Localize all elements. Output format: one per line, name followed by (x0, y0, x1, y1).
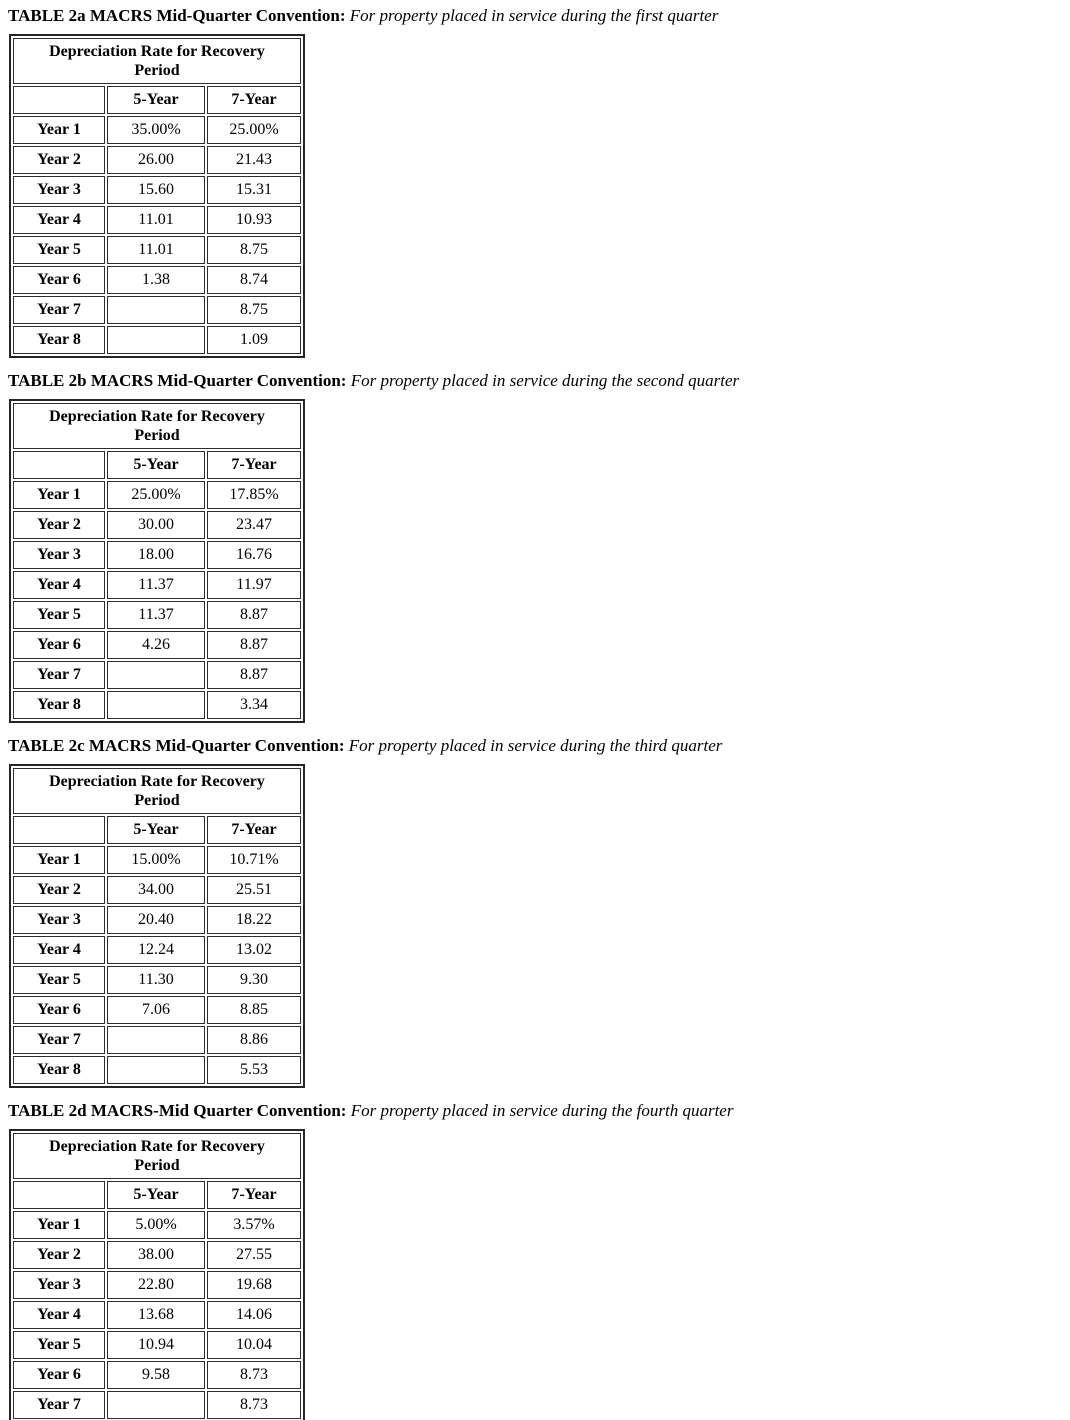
row-label: Year 3 (13, 906, 105, 934)
table-row (13, 1211, 301, 1239)
cell-5year: 9.58 (107, 1361, 205, 1389)
row-label: Year 8 (13, 1056, 105, 1084)
column-header-row (13, 86, 301, 114)
table-header-cell (13, 403, 301, 449)
column-header-row (13, 1181, 301, 1209)
row-label: Year 2 (13, 1241, 105, 1269)
cell-5year: 7.06 (107, 996, 205, 1024)
table-header-text: Depreciation Rate for Recovery Period (49, 1138, 265, 1174)
row-label: Year 4 (13, 936, 105, 964)
table-row (13, 206, 301, 234)
table-row (13, 1331, 301, 1359)
table-body (13, 481, 301, 719)
row-label: Year 8 (13, 326, 105, 354)
table-header-row (13, 768, 301, 814)
cell-7year: 18.22 (207, 906, 301, 934)
table-row (13, 631, 301, 659)
cell-7year: 16.76 (207, 541, 301, 569)
row-label: Year 5 (13, 236, 105, 264)
row-label: Year 4 (13, 1301, 105, 1329)
depreciation-table (9, 1129, 305, 1420)
table-header-row (13, 38, 301, 84)
cell-7year: 8.87 (207, 661, 301, 689)
table-row (13, 1271, 301, 1299)
row-label: Year 1 (13, 846, 105, 874)
table-row (13, 936, 301, 964)
table-section (8, 6, 1070, 358)
table-row (13, 146, 301, 174)
table-row (13, 1391, 301, 1419)
cell-7year: 19.68 (207, 1271, 301, 1299)
cell-5year: 11.30 (107, 966, 205, 994)
row-label: Year 3 (13, 1271, 105, 1299)
cell-7year: 3.57% (207, 1211, 301, 1239)
table-caption-subtitle: For property placed in service during the second quarter (350, 371, 740, 390)
table-row (13, 571, 301, 599)
empty-corner-cell (13, 451, 105, 479)
column-header-7year: 7-Year (207, 86, 301, 114)
cell-5year: 10.94 (107, 1331, 205, 1359)
cell-5year: 38.00 (107, 1241, 205, 1269)
column-header-row (13, 816, 301, 844)
table-row (13, 906, 301, 934)
table-row (13, 236, 301, 264)
cell-5year: 20.40 (107, 906, 205, 934)
row-label: Year 8 (13, 691, 105, 719)
table-row (13, 691, 301, 719)
table-caption (8, 371, 1070, 390)
cell-7year: 1.09 (207, 326, 301, 354)
cell-7year: 17.85% (207, 481, 301, 509)
row-label: Year 5 (13, 601, 105, 629)
cell-7year: 11.97 (207, 571, 301, 599)
depreciation-table (9, 399, 305, 723)
cell-7year: 27.55 (207, 1241, 301, 1269)
cell-5year: 13.68 (107, 1301, 205, 1329)
cell-5year: 4.26 (107, 631, 205, 659)
table-caption-title: TABLE 2b MACRS Mid-Quarter Convention: (8, 371, 347, 390)
cell-7year: 8.75 (207, 296, 301, 324)
cell-5year: 25.00% (107, 481, 205, 509)
cell-5year (107, 326, 205, 354)
table-row (13, 876, 301, 904)
table-row (13, 511, 301, 539)
row-label: Year 3 (13, 176, 105, 204)
row-label: Year 1 (13, 116, 105, 144)
row-label: Year 7 (13, 296, 105, 324)
row-label: Year 2 (13, 511, 105, 539)
table-header-cell (13, 1133, 301, 1179)
table-body (13, 846, 301, 1084)
table-row (13, 966, 301, 994)
table-header-text: Depreciation Rate for Recovery Period (49, 408, 265, 444)
cell-7year: 15.31 (207, 176, 301, 204)
table-caption-title: TABLE 2d MACRS-Mid Quarter Convention: (8, 1101, 347, 1120)
table-row (13, 1026, 301, 1054)
table-section (8, 736, 1070, 1088)
cell-7year: 8.73 (207, 1391, 301, 1419)
table-caption-subtitle: For property placed in service during the third quarter (348, 736, 723, 755)
table-row (13, 296, 301, 324)
depreciation-table (9, 764, 305, 1088)
table-row (13, 116, 301, 144)
cell-7year: 5.53 (207, 1056, 301, 1084)
cell-5year (107, 1056, 205, 1084)
depreciation-table (9, 34, 305, 358)
table-header-cell (13, 38, 301, 84)
row-label: Year 5 (13, 966, 105, 994)
table-caption-subtitle: For property placed in service during the fourth quarter (350, 1101, 734, 1120)
cell-5year (107, 296, 205, 324)
row-label: Year 3 (13, 541, 105, 569)
table-body (13, 116, 301, 354)
cell-5year: 1.38 (107, 266, 205, 294)
table-row (13, 266, 301, 294)
cell-7year: 10.71% (207, 846, 301, 874)
row-label: Year 6 (13, 266, 105, 294)
empty-corner-cell (13, 86, 105, 114)
column-header-5year: 5-Year (107, 86, 205, 114)
table-caption (8, 6, 1070, 25)
row-label: Year 7 (13, 1391, 105, 1419)
cell-5year: 26.00 (107, 146, 205, 174)
column-header-7year: 7-Year (207, 816, 301, 844)
table-section (8, 1101, 1070, 1420)
cell-7year: 8.75 (207, 236, 301, 264)
cell-5year (107, 1026, 205, 1054)
cell-7year: 10.93 (207, 206, 301, 234)
row-label: Year 1 (13, 1211, 105, 1239)
row-label: Year 2 (13, 146, 105, 174)
cell-7year: 3.34 (207, 691, 301, 719)
table-caption-title: TABLE 2c MACRS Mid-Quarter Convention: (8, 736, 345, 755)
cell-5year: 5.00% (107, 1211, 205, 1239)
row-label: Year 6 (13, 631, 105, 659)
cell-5year (107, 691, 205, 719)
row-label: Year 7 (13, 1026, 105, 1054)
row-label: Year 7 (13, 661, 105, 689)
table-row (13, 846, 301, 874)
cell-7year: 8.85 (207, 996, 301, 1024)
cell-7year: 10.04 (207, 1331, 301, 1359)
cell-7year: 25.00% (207, 116, 301, 144)
cell-5year: 11.37 (107, 601, 205, 629)
row-label: Year 1 (13, 481, 105, 509)
table-row (13, 481, 301, 509)
table-row (13, 541, 301, 569)
table-row (13, 1301, 301, 1329)
cell-5year: 18.00 (107, 541, 205, 569)
table-caption-subtitle: For property placed in service during the first quarter (349, 6, 719, 25)
column-header-7year: 7-Year (207, 1181, 301, 1209)
table-row (13, 1056, 301, 1084)
column-header-7year: 7-Year (207, 451, 301, 479)
cell-5year: 15.00% (107, 846, 205, 874)
cell-5year (107, 661, 205, 689)
cell-7year: 8.74 (207, 266, 301, 294)
column-header-row (13, 451, 301, 479)
table-row (13, 1241, 301, 1269)
cell-5year: 11.37 (107, 571, 205, 599)
table-caption (8, 1101, 1070, 1120)
row-label: Year 6 (13, 1361, 105, 1389)
cell-5year: 11.01 (107, 206, 205, 234)
cell-5year: 30.00 (107, 511, 205, 539)
cell-5year: 34.00 (107, 876, 205, 904)
row-label: Year 2 (13, 876, 105, 904)
table-caption (8, 736, 1070, 755)
table-header-row (13, 1133, 301, 1179)
cell-5year: 15.60 (107, 176, 205, 204)
cell-7year: 9.30 (207, 966, 301, 994)
cell-7year: 21.43 (207, 146, 301, 174)
table-body (13, 1211, 301, 1419)
row-label: Year 6 (13, 996, 105, 1024)
cell-5year: 12.24 (107, 936, 205, 964)
cell-7year: 23.47 (207, 511, 301, 539)
row-label: Year 4 (13, 206, 105, 234)
table-row (13, 1361, 301, 1389)
cell-7year: 14.06 (207, 1301, 301, 1329)
empty-corner-cell (13, 1181, 105, 1209)
cell-5year: 35.00% (107, 116, 205, 144)
row-label: Year 4 (13, 571, 105, 599)
table-row (13, 326, 301, 354)
table-header-text: Depreciation Rate for Recovery Period (49, 43, 265, 79)
cell-5year: 11.01 (107, 236, 205, 264)
cell-7year: 8.87 (207, 601, 301, 629)
cell-7year: 8.86 (207, 1026, 301, 1054)
table-row (13, 601, 301, 629)
column-header-5year: 5-Year (107, 451, 205, 479)
table-row (13, 176, 301, 204)
table-caption-title: TABLE 2a MACRS Mid-Quarter Convention: (8, 6, 346, 25)
cell-5year: 22.80 (107, 1271, 205, 1299)
table-header-row (13, 403, 301, 449)
table-header-text: Depreciation Rate for Recovery Period (49, 773, 265, 809)
column-header-5year: 5-Year (107, 1181, 205, 1209)
table-header-cell (13, 768, 301, 814)
empty-corner-cell (13, 816, 105, 844)
row-label: Year 5 (13, 1331, 105, 1359)
cell-7year: 8.87 (207, 631, 301, 659)
cell-5year (107, 1391, 205, 1419)
column-header-5year: 5-Year (107, 816, 205, 844)
table-row (13, 996, 301, 1024)
cell-7year: 25.51 (207, 876, 301, 904)
cell-7year: 13.02 (207, 936, 301, 964)
table-row (13, 661, 301, 689)
table-section (8, 371, 1070, 723)
cell-7year: 8.73 (207, 1361, 301, 1389)
